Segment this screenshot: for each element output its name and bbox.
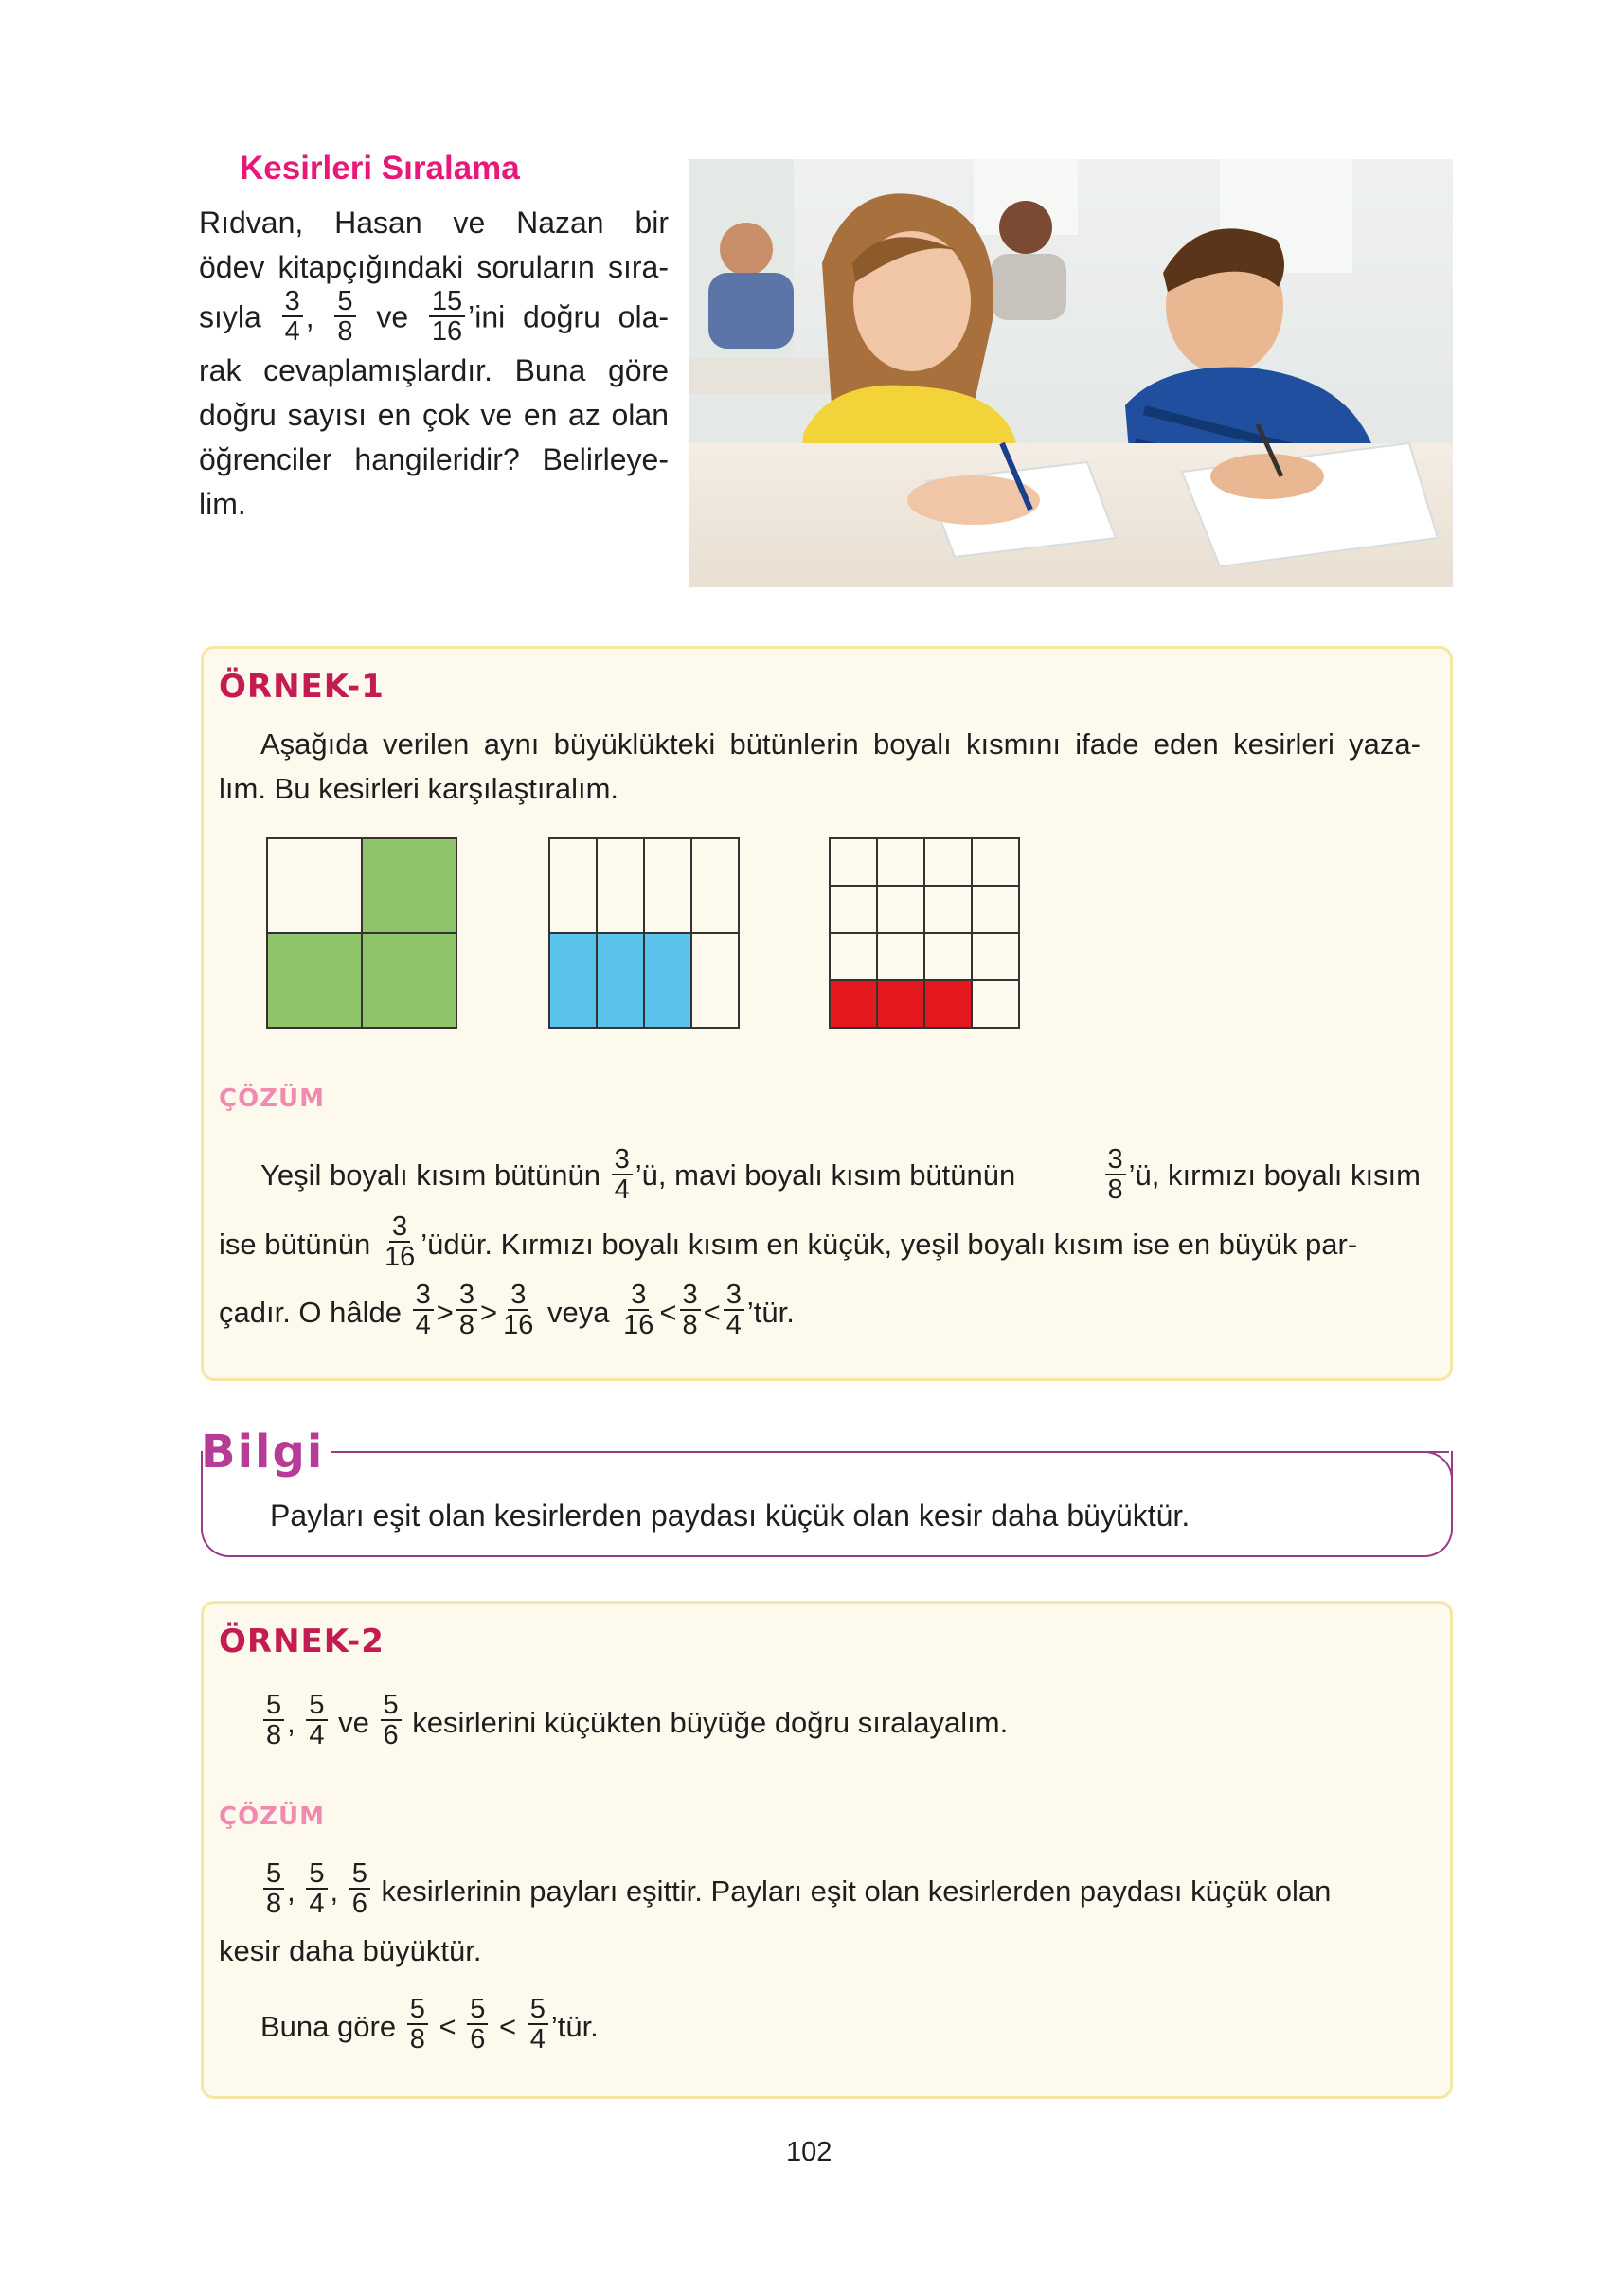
- info-text: Payları eşit olan kesirlerden paydası küçük olan kesir daha büyüktür.: [270, 1498, 1190, 1533]
- fraction: $\frac{5}{8}$: [407, 1995, 428, 2054]
- intro-line: Rıdvan, Hasan ve Nazan bir: [199, 206, 669, 240]
- fraction: $\frac{3}{8}$: [456, 1281, 477, 1339]
- fraction: $\frac{3}{4}$: [724, 1281, 744, 1339]
- intro-line: doğru sayısı en çok ve en az olan: [199, 398, 669, 432]
- solution-1-line-1: Yeşil boyalı kısım bütünün $\frac{3}{4}$ ’ü, mavi boyalı kısım bütünün $\frac{3}{8}$ ’ü, kırmızı boyalı kısım: [260, 1144, 1421, 1205]
- section-title: Kesirleri Sıralama: [240, 150, 520, 187]
- classroom-photo: [689, 159, 1453, 587]
- solution-2-line-2: kesir daha büyüktür.: [219, 1934, 482, 1967]
- intro-line: ödev kitapçığındaki soruların sıra-: [199, 250, 669, 284]
- fraction: $\frac{5}{6}$: [381, 1691, 402, 1749]
- example-1-text: lım. Bu kesirleri karşılaştıralım.: [219, 772, 619, 805]
- fraction: $\frac{15}{16}$: [429, 287, 465, 346]
- intro-line-fractions: sıyla $\frac{3}{4}$ , $\frac{5}{8}$ ve $\frac{15}{16}$ ’ini doğru ola-: [199, 286, 670, 347]
- fraction: $\frac{3}{16}$: [503, 1280, 534, 1340]
- example-2-question: $\frac{5}{8}$ , $\frac{5}{4}$ ve $\frac{5}{6}$ kesirlerini küçükten büyüğe doğru sıralayalım.: [260, 1694, 1008, 1752]
- example-1-text: Aşağıda verilen aynı büyüklükteki bütünlerin boyalı kısmını ifade eden kesirleri yaza-: [260, 727, 1421, 761]
- solution-2-line-1: $\frac{5}{8}$ , $\frac{5}{4}$ , $\frac{5}{6}$ kesirlerinin payları eşittir. Payları eşit olan kesirlerden paydası küçük olan: [260, 1862, 1421, 1921]
- example-2-box: [201, 1601, 1453, 2099]
- fraction: $\frac{5}{6}$: [467, 1995, 488, 2054]
- solution-1-title: ÇÖZÜM: [219, 1085, 326, 1113]
- intro-line: rak cevaplamışlardır. Buna göre: [199, 353, 669, 387]
- solution-1-line-2: ise bütünün $\frac{3}{16}$ ’üdür. Kırmızı boyalı kısım en küçük, yeşil boyalı kısım ise en büyük par-: [219, 1211, 1358, 1272]
- red-fraction-model: [829, 837, 1028, 1036]
- example-1-box: [201, 646, 1453, 1381]
- intro-paragraph: [199, 201, 669, 527]
- solution-2-title: ÇÖZÜM: [219, 1803, 326, 1831]
- example-2-title: ÖRNEK-2: [219, 1623, 385, 1660]
- info-title: Bilgi: [201, 1426, 325, 1479]
- fraction: $\frac{3}{4}$: [282, 287, 303, 346]
- fraction: $\frac{3}{4}$: [612, 1145, 633, 1204]
- fraction: $\frac{3}{16}$: [384, 1211, 416, 1272]
- solution-1-line-3: çadır. O hâlde $\frac{3}{4}$ > $\frac{3}{8}$ > $\frac{3}{16}$ veya $\frac{3}{16}$ < $\frac{3}{8}$ < $\frac{3}{4}$ ’tür.: [219, 1280, 795, 1340]
- fraction: $\frac{5}{4}$: [528, 1995, 548, 2054]
- green-fraction-model: [266, 837, 465, 1036]
- fraction: $\frac{3}{16}$: [623, 1280, 654, 1340]
- intro-line: lim.: [199, 487, 246, 521]
- fraction: $\frac{3}{8}$: [1105, 1145, 1126, 1204]
- example-1-title: ÖRNEK-1: [219, 668, 385, 706]
- fraction: $\frac{5}{4}$: [306, 1859, 327, 1918]
- page-number: 102: [786, 2137, 832, 2167]
- fraction: $\frac{3}{8}$: [680, 1281, 701, 1339]
- intro-line: öğrenciler hangileridir? Belirleye-: [199, 442, 669, 476]
- solution-2-line-3: Buna göre $\frac{5}{8}$ < $\frac{5}{6}$ < $\frac{5}{4}$ ’tür.: [260, 1994, 599, 2054]
- fraction: $\frac{5}{4}$: [306, 1691, 327, 1749]
- blue-fraction-model: [548, 837, 747, 1036]
- fraction: $\frac{5}{8}$: [334, 287, 355, 346]
- fraction: $\frac{5}{8}$: [263, 1859, 284, 1918]
- fraction: $\frac{5}{8}$: [263, 1691, 284, 1749]
- fraction: $\frac{3}{4}$: [413, 1281, 434, 1339]
- fraction: $\frac{5}{6}$: [349, 1859, 370, 1918]
